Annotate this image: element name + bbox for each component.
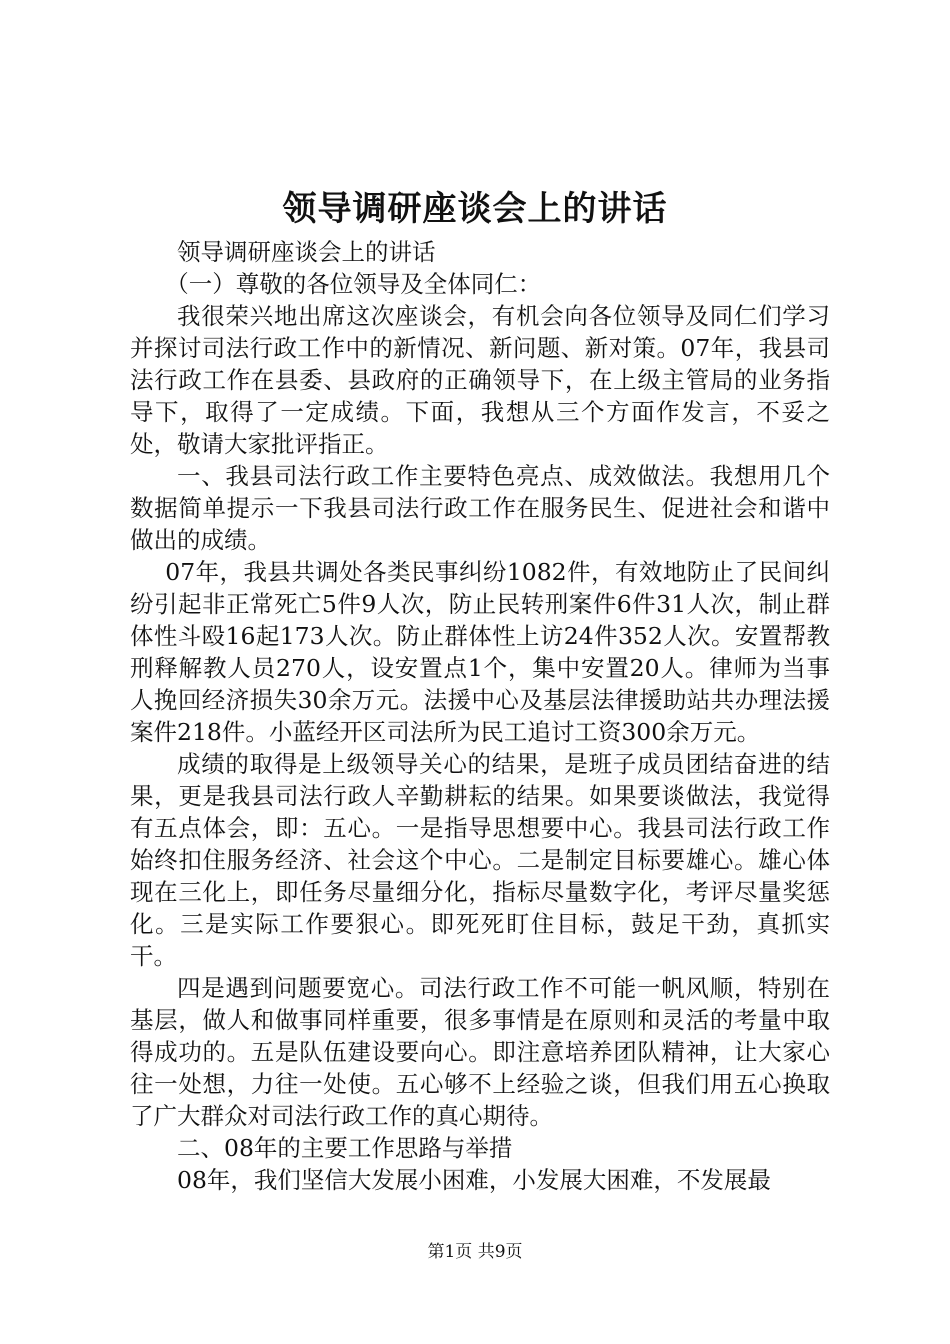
paragraph-salutation: （一）尊敬的各位领导及全体同仁：: [165, 270, 542, 298]
paragraph-five-hearts: 成绩的取得是上级领导关心的结果，是班子成员团结奋进的结果，更是我县司法行政人辛勤耕耘的结果。如果要谈做法，我觉得有五点体会，即：五心。一是指导思想要中心。我县司法行政工作始终扣住服务经济、社会这个中心。二是制定目标要雄心。雄心体现在三化上，即任务尽量细分化，指标尽量数字化，考评尽量奖惩化。三是实际工作要狠心。即死死盯住目标，鼓足干劲，真抓实干。: [130, 750, 830, 970]
document-title: 领导调研座谈会上的讲话: [282, 189, 668, 229]
paragraph-section-one: 一、我县司法行政工作主要特色亮点、成效做法。我想用几个数据简单提示一下我县司法行政工作在服务民生、促进社会和谐中做出的成绩。: [130, 462, 830, 554]
paragraph-subtitle: 领导调研座谈会上的讲话: [177, 238, 436, 266]
paragraph-five-hearts-continued: 四是遇到问题要宽心。司法行政工作不可能一帆风顺，特别在基层，做人和做事同样重要，很多事情是在原则和灵活的考量中取得成功的。五是队伍建设要向心。即注意培养团队精神，让大家心往一处想，力往一处使。五心够不上经验之谈，但我们用五心换取了广大群众对司法行政工作的真心期待。: [130, 974, 830, 1130]
paragraph-statistics: 07年，我县共调处各类民事纠纷1082件，有效地防止了民间纠纷引起非正常死亡5件9人次，防止民转刑案件6件31人次，制止群体性斗殴16起173人次。防止群体性上访24件352人次。安置帮教刑释解教人员270人，设安置点1个，集中安置20人。律师为当事人挽回经济损失30余万元。法援中心及基层法律援助站共办理法援案件218件。小蓝经开区司法所为民工追讨工资300余万元。: [130, 558, 830, 746]
paragraph-section-two-heading: 二、08年的主要工作思路与举措: [177, 1134, 513, 1162]
page-number-footer: 第1页 共9页: [427, 1242, 523, 1262]
document-body: [130, 236, 830, 1196]
paragraph-opening: 我很荣兴地出席这次座谈会，有机会向各位领导及同仁们学习并探讨司法行政工作中的新情况、新问题、新对策。07年，我县司法行政工作在县委、县政府的正确领导下，在上级主管局的业务指导下，取得了一定成绩。下面，我想从三个方面作发言，不妥之处，敬请大家批评指正。: [130, 302, 830, 458]
paragraph-section-two: 08年，我们坚信大发展小困难，小发展大困难，不发展最: [177, 1166, 771, 1194]
